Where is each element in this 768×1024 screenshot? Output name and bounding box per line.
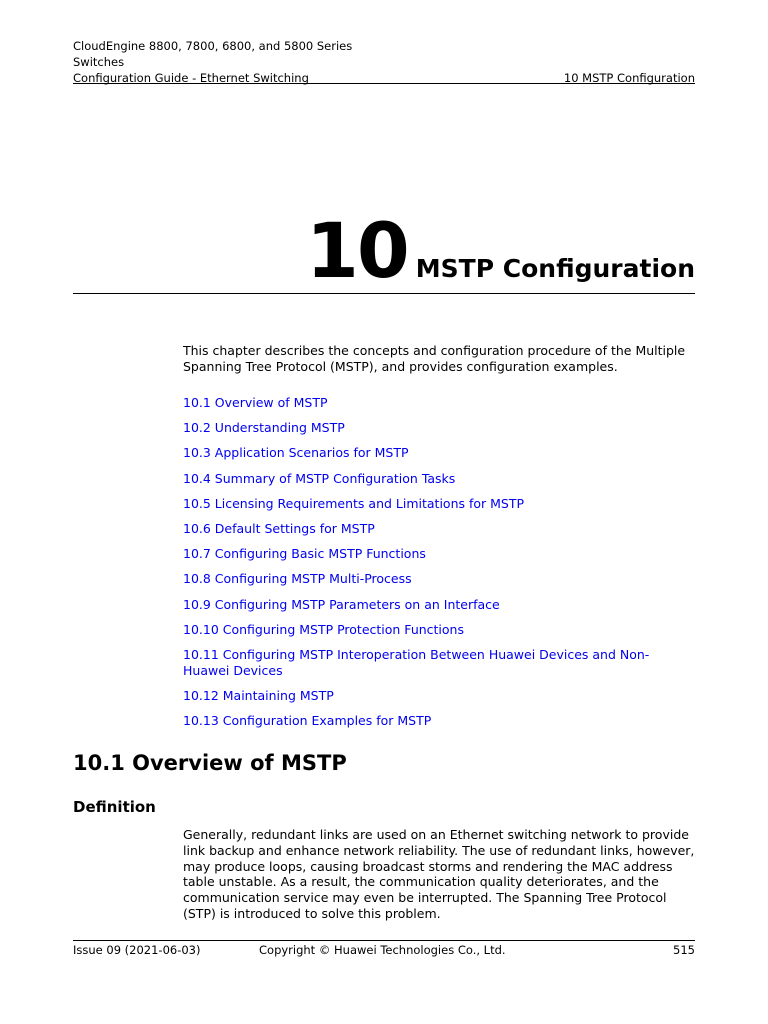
page-header (73, 38, 695, 86)
footer-divider (73, 940, 695, 941)
subsection-heading: Definition (73, 798, 156, 816)
header-chapter-ref: 10 MSTP Configuration (563, 71, 695, 85)
header-guide-title: Configuration Guide - Ethernet Switching (73, 71, 309, 85)
chapter-title: MSTP Configuration (415, 254, 695, 283)
toc-item (183, 420, 695, 436)
footer-page-number: 515 (673, 943, 695, 957)
toc-item (183, 445, 695, 461)
toc-item (183, 395, 695, 411)
toc-link-10-9[interactable]: 10.9 Configuring MSTP Parameters on an Interface (183, 596, 500, 612)
header-divider (73, 83, 695, 84)
toc-link-10-3[interactable]: 10.3 Application Scenarios for MSTP (183, 445, 409, 461)
toc-link-10-10[interactable]: 10.10 Configuring MSTP Protection Functions (183, 621, 464, 637)
toc-item (183, 521, 695, 537)
toc-link-10-12[interactable]: 10.12 Maintaining MSTP (183, 688, 334, 704)
toc-item (183, 597, 695, 613)
toc-item (183, 496, 695, 512)
section-heading: 10.1 Overview of MSTP (73, 751, 347, 775)
definition-paragraph: Generally, redundant links are used on an Ethernet switching network to provide link backup and enhance network reliability. The use of redundant links, however, may produce loops, causing broadcast storms and rendering the MAC address table unstable. As a result, the communication quality deteriorates, and the communication service may even be interrupted. The Spanning Tree Protocol (STP) is introduced to solve this problem. (183, 827, 695, 921)
toc-link-10-2[interactable]: 10.2 Understanding MSTP (183, 420, 345, 436)
chapter-intro: This chapter describes the concepts and configuration procedure of the Multiple Spanning Tree Protocol (MSTP), and provides configuration examples. (183, 343, 686, 374)
footer-issue: Issue 09 (2021-06-03) (73, 943, 201, 957)
toc-link-10-7[interactable]: 10.7 Configuring Basic MSTP Functions (183, 546, 426, 562)
toc-item (183, 622, 695, 638)
toc-link-10-6[interactable]: 10.6 Default Settings for MSTP (183, 520, 375, 536)
toc-item (183, 713, 695, 729)
header-product-line1: CloudEngine 8800, 7800, 6800, and 5800 Series (73, 39, 353, 53)
toc-link-10-11[interactable]: 10.11 Configuring MSTP Interoperation Between Huawei Devices and Non-Huawei Devices (183, 646, 650, 678)
toc-item (183, 546, 695, 562)
chapter-toc (183, 395, 695, 738)
chapter-divider (73, 293, 695, 294)
toc-link-10-13[interactable]: 10.13 Configuration Examples for MSTP (183, 713, 432, 729)
toc-item (183, 571, 695, 587)
toc-link-10-8[interactable]: 10.8 Configuring MSTP Multi-Process (183, 571, 412, 587)
footer-copyright: Copyright © Huawei Technologies Co., Ltd. (259, 943, 506, 957)
toc-link-10-1[interactable]: 10.1 Overview of MSTP (183, 395, 328, 410)
header-product-line2: Switches (73, 55, 125, 69)
toc-item (183, 688, 695, 704)
toc-link-10-4[interactable]: 10.4 Summary of MSTP Configuration Tasks (183, 470, 456, 486)
toc-link-10-5[interactable]: 10.5 Licensing Requirements and Limitations for MSTP (183, 495, 525, 511)
chapter-heading (306, 206, 695, 296)
toc-item (183, 471, 695, 487)
chapter-number: 10 (306, 206, 408, 295)
toc-item (183, 647, 695, 679)
